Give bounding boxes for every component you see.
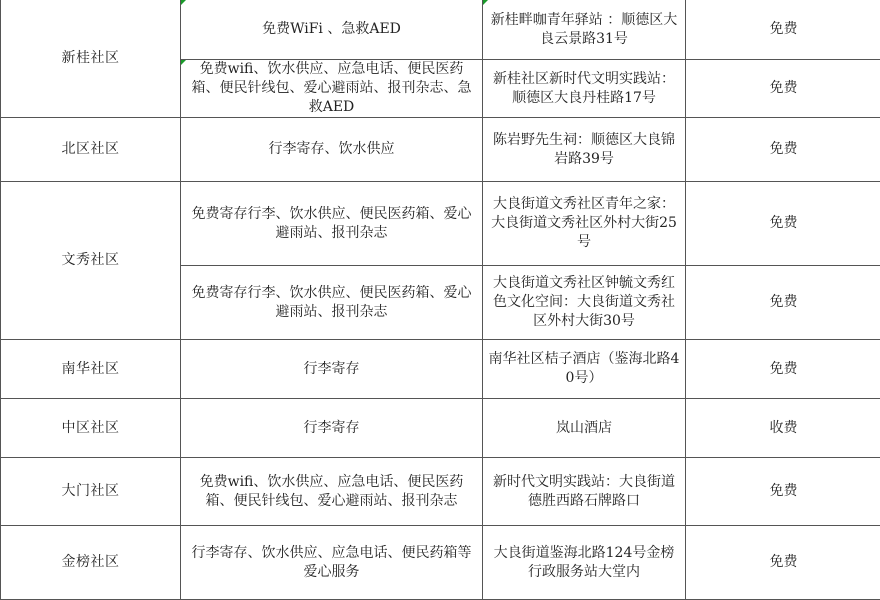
fee-cell[interactable]: 收费 — [686, 399, 880, 458]
table-row — [1, 118, 880, 182]
table-row — [1, 526, 880, 600]
community-cell[interactable]: 南华社区 — [1, 340, 181, 399]
service-cell[interactable]: 行李寄存 — [181, 340, 483, 399]
service-cell[interactable]: 免费寄存行李、饮水供应、便民医药箱、爱心避雨站、报刊杂志 — [181, 266, 483, 340]
fee-cell[interactable]: 免费 — [686, 182, 880, 266]
location-cell[interactable]: 新时代文明实践站：大良街道德胜西路石牌路口 — [483, 458, 686, 526]
table-row — [1, 399, 880, 458]
community-cell[interactable]: 中区社区 — [1, 399, 181, 458]
fee-cell[interactable]: 免费 — [686, 458, 880, 526]
service-cell[interactable]: 免费WiFi 、急救AED — [181, 0, 483, 60]
fee-cell[interactable]: 免费 — [686, 0, 880, 60]
service-cell[interactable]: 行李寄存、饮水供应、应急电话、便民药箱等爱心服务 — [181, 526, 483, 600]
fee-cell[interactable]: 免费 — [686, 60, 880, 118]
location-cell[interactable]: 新桂畔咖青年驿站 ：顺德区大良云景路31号 — [483, 0, 686, 60]
service-cell[interactable]: 行李寄存 — [181, 399, 483, 458]
fee-cell[interactable]: 免费 — [686, 266, 880, 340]
community-cell[interactable]: 大门社区 — [1, 458, 181, 526]
service-cell[interactable]: 免费wifi、饮水供应、应急电话、便民医药箱、便民针线包、爱心避雨站、报刊杂志 — [181, 458, 483, 526]
community-cell[interactable]: 新桂社区 — [1, 0, 181, 118]
fee-cell[interactable]: 免费 — [686, 118, 880, 182]
location-cell[interactable]: 大良街道文秀社区青年之家：大良街道文秀社区外村大街25号 — [483, 182, 686, 266]
fee-cell[interactable]: 免费 — [686, 340, 880, 399]
community-cell[interactable]: 北区社区 — [1, 118, 181, 182]
location-cell[interactable]: 陈岩野先生祠：顺德区大良锦岩路39号 — [483, 118, 686, 182]
fee-cell[interactable]: 免费 — [686, 526, 880, 600]
service-cell[interactable]: 免费寄存行李、饮水供应、便民医药箱、爱心避雨站、报刊杂志 — [181, 182, 483, 266]
table-row — [1, 182, 880, 266]
table-row — [1, 0, 880, 60]
location-cell[interactable]: 大良街道文秀社区钟毓文秀红色文化空间：大良街道文秀社区外村大街30号 — [483, 266, 686, 340]
location-cell[interactable]: 大良街道鉴海北路124号金榜行政服务站大堂内 — [483, 526, 686, 600]
table-row — [1, 340, 880, 399]
table-row — [1, 458, 880, 526]
community-cell[interactable]: 文秀社区 — [1, 182, 181, 340]
location-cell[interactable]: 新桂社区新时代文明实践站：顺德区大良丹桂路17号 — [483, 60, 686, 118]
location-cell[interactable]: 南华社区桔子酒店（鉴海北路40号） — [483, 340, 686, 399]
location-cell[interactable]: 岚山酒店 — [483, 399, 686, 458]
service-cell[interactable]: 免费wifi、饮水供应、应急电话、便民医药箱、便民针线包、爱心避雨站、报刊杂志、急救AED — [181, 60, 483, 118]
community-cell[interactable]: 金榜社区 — [1, 526, 181, 600]
service-cell[interactable]: 行李寄存、饮水供应 — [181, 118, 483, 182]
